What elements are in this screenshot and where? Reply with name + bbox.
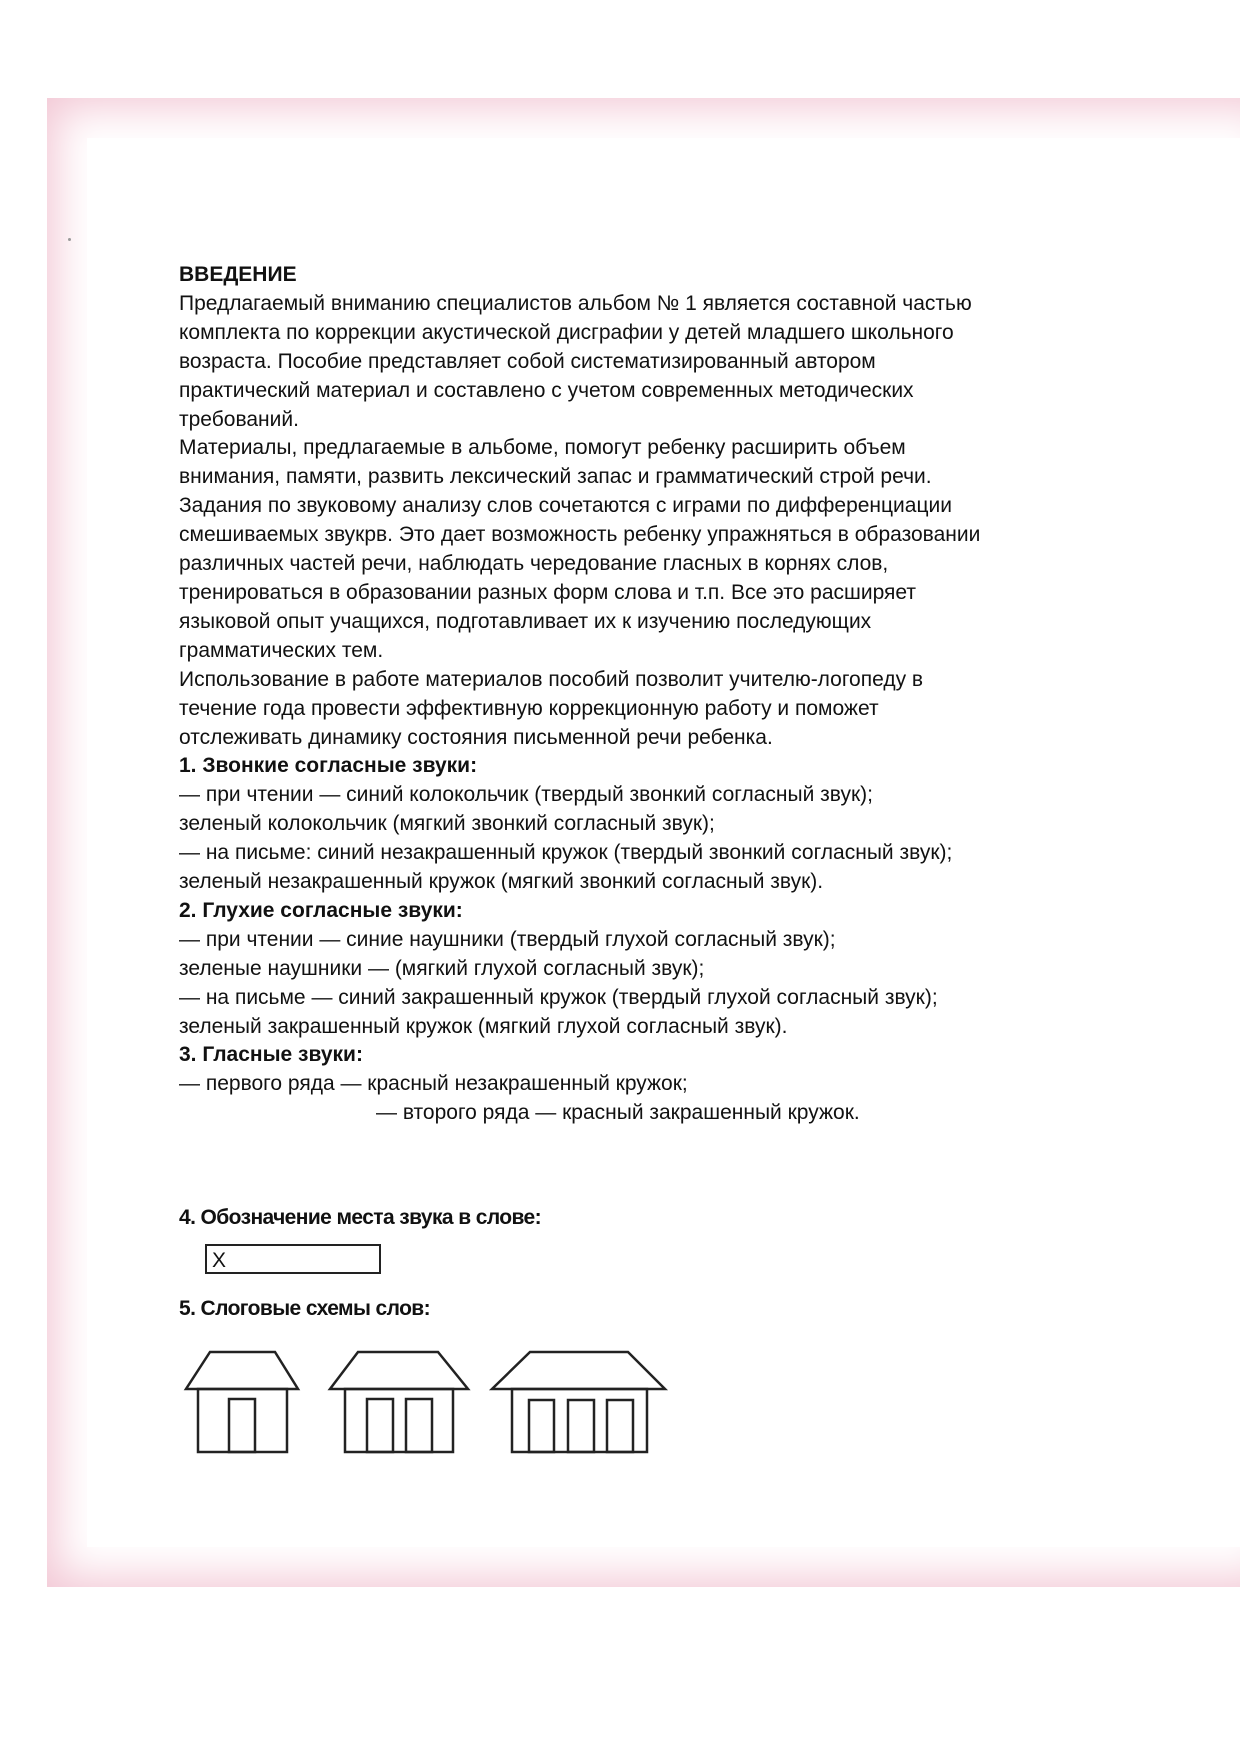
- text-line: Материалы, предлагаемые в альбоме, помогут ребенку расширить объем: [179, 436, 906, 460]
- text-line: практический материал и составлено с учетом современных методических: [179, 378, 914, 402]
- section-heading: 1. Звонкие согласные звуки:: [179, 754, 478, 778]
- house-two-syllables: [330, 1352, 468, 1452]
- house-door: [529, 1400, 554, 1452]
- text-line: грамматических тем.: [179, 638, 384, 662]
- text-line: — при чтении — синие наушники (твердый глухой согласный звук);: [179, 927, 836, 951]
- text-line: — первого ряда — красный незакрашенный кружок;: [179, 1072, 688, 1096]
- text-line: — второго ряда — красный закрашенный кружок.: [376, 1101, 860, 1125]
- text-line: — на письме: синий незакрашенный кружок (твердый звонкий согласный звук);: [179, 841, 953, 865]
- text-line: требований.: [179, 407, 299, 431]
- house-door: [229, 1399, 255, 1452]
- house-body: [345, 1389, 453, 1452]
- text-line: отслеживать динамику состояния письменной речи ребенка.: [179, 725, 773, 749]
- house-body: [512, 1389, 647, 1452]
- text-line: Предлагаемый вниманию специалистов альбом № 1 является составной частью: [179, 291, 972, 315]
- house-door: [568, 1400, 594, 1452]
- text-line: различных частей речи, наблюдать чередование гласных в корнях слов,: [179, 552, 889, 576]
- house-door: [607, 1400, 633, 1452]
- text-line: Использование в работе материалов пособий позволит учителю-логопеду в: [179, 667, 924, 691]
- section-heading-syllable-schemes: 5. Слоговые схемы слов:: [179, 1297, 430, 1320]
- text-line: зеленый закрашенный кружок (мягкий глухой согласный звук).: [179, 1014, 788, 1038]
- text-line: зеленый колокольчик (мягкий звонкий согласный звук);: [179, 812, 715, 836]
- house-roof: [492, 1352, 665, 1389]
- text-line: внимания, памяти, развить лексический запас и грамматический строй речи.: [179, 465, 932, 489]
- text-line: зеленые наушники — (мягкий глухой согласный звук);: [179, 956, 705, 980]
- text-line: тренироваться в образовании разных форм слова и т.п. Все это расширяет: [179, 580, 916, 604]
- house-door: [406, 1399, 432, 1452]
- text-line: течение года провести эффективную коррекционную работу и поможет: [179, 696, 879, 720]
- house-three-syllables: [492, 1352, 665, 1452]
- section-heading: 3. Гласные звуки:: [179, 1043, 363, 1067]
- page-title: ВВЕДЕНИЕ: [179, 263, 297, 286]
- text-line: языковой опыт учащихся, подготавливает их к изучению последующих: [179, 609, 872, 633]
- section-heading: 2. Глухие согласные звуки:: [179, 898, 463, 922]
- house-roof: [330, 1352, 468, 1389]
- text-line: — при чтении — синий колокольчик (твердый звонкий согласный звук);: [179, 783, 874, 807]
- house-door: [367, 1399, 393, 1452]
- text-line: возраста. Пособие представляет собой систематизированный автором: [179, 349, 876, 373]
- text-line: — на письме — синий закрашенный кружок (твердый глухой согласный звук);: [179, 985, 938, 1009]
- section-heading-sound-position: 4. Обозначение места звука в слове:: [179, 1206, 542, 1229]
- house-one-syllable: [186, 1352, 298, 1452]
- text-line: смешиваемых звукрв. Это дает возможность ребенку упражняться в образовании: [179, 523, 981, 547]
- sound-mark: X: [212, 1249, 227, 1272]
- text-line: Задания по звуковому анализу слов сочетаются с играми по дифференциации: [179, 494, 952, 518]
- text-line: комплекта по коррекции акустической дисграфии у детей младшего школьного: [179, 320, 954, 344]
- house-roof: [186, 1352, 298, 1389]
- text-line: зеленый незакрашенный кружок (мягкий звонкий согласный звук).: [179, 870, 824, 894]
